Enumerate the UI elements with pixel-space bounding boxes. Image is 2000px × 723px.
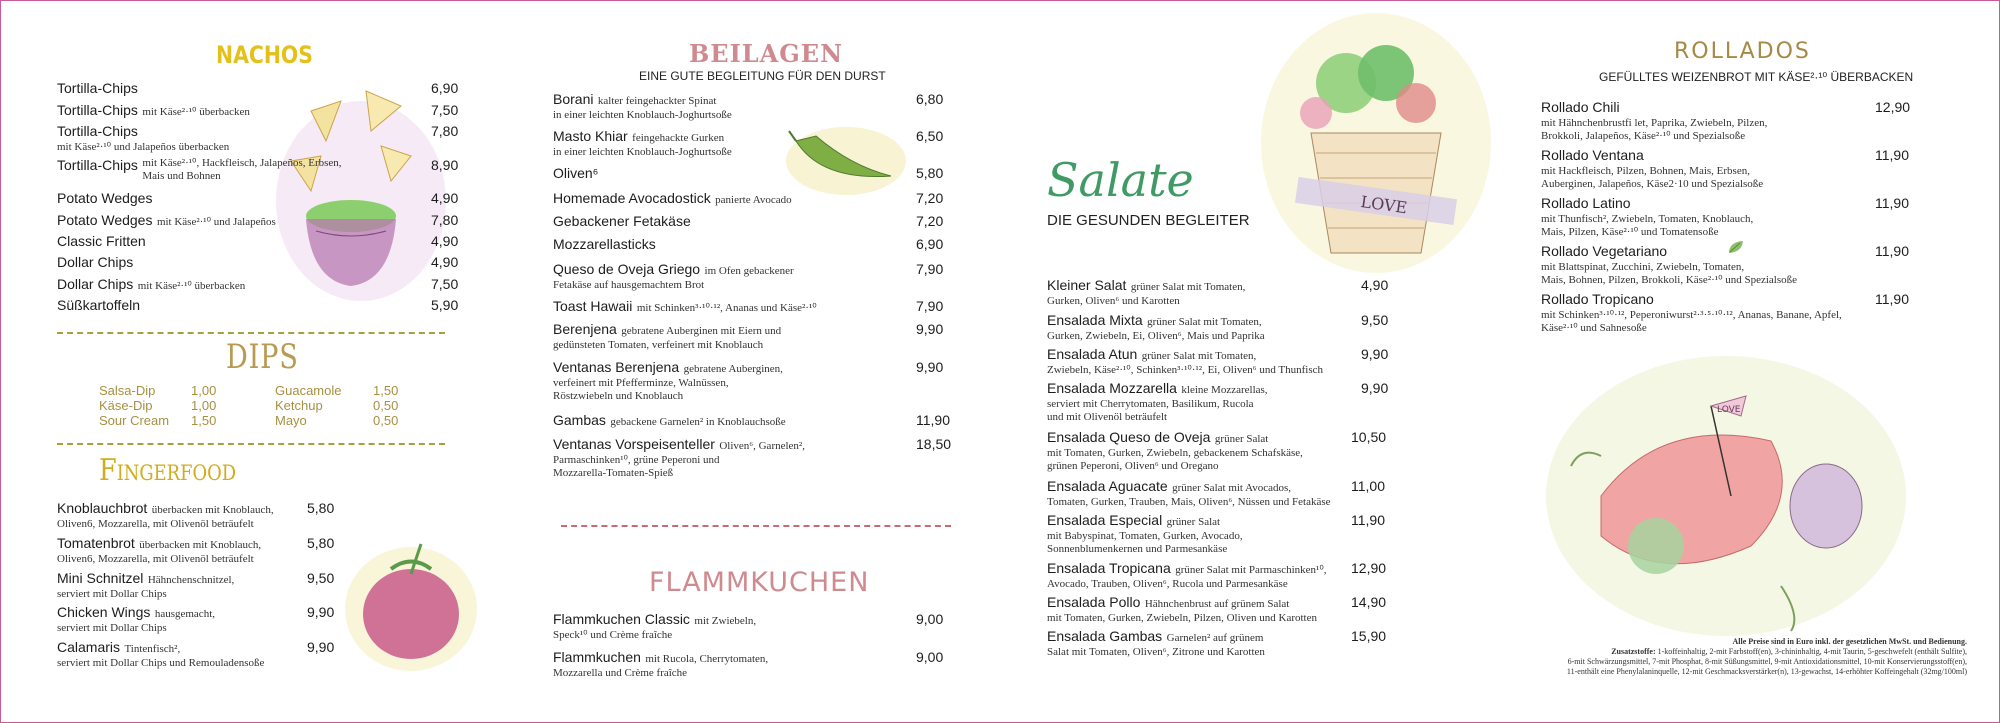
item-desc: gebackene Garnelen² in Knoblauchsoße: [610, 416, 786, 428]
menu-item: [57, 157, 459, 183]
footnote-additives-2: 6-mit Schwärzungsmittel, 7-mit Phosphat, 8-mit Süßungsmittel, 9-mit Antioxidationsmittel, 10-mit Konservierungsstoff(en),: [1567, 657, 1967, 666]
menu-item: [57, 570, 337, 601]
section-divider: [561, 525, 951, 527]
item-desc2: Mozzarella und Crème fraîche: [553, 667, 688, 679]
menu-item: [1047, 277, 1387, 308]
menu-item: [553, 611, 953, 642]
dip-name: Guacamole: [275, 383, 342, 398]
menu-item: [1047, 429, 1387, 473]
item-name: Chicken Wings: [57, 604, 151, 620]
menu-item: [57, 500, 337, 531]
item-desc3: Sonnenblumenkernen und Parmesankäse: [1047, 543, 1228, 555]
item-price: 5,80: [916, 165, 944, 181]
item-price: 7,50: [431, 276, 459, 292]
item-desc: mit Käse²·¹⁰ überbacken: [142, 106, 250, 118]
item-price: 11,90: [1875, 291, 1909, 307]
rollados-title: ROLLADOS: [1674, 39, 1811, 64]
item-name: Masto Khiar: [553, 128, 628, 144]
menu-item: [57, 535, 337, 566]
item-desc: überbacken mit Knoblauch,: [151, 504, 274, 516]
menu-item: [553, 649, 953, 680]
menu-item: [57, 297, 459, 315]
section-divider: [57, 332, 445, 334]
item-desc2: in einer leichten Knoblauch-Joghurtsoße: [553, 146, 732, 158]
menu-item: [1047, 478, 1387, 509]
dip-name: Käse-Dip: [99, 398, 153, 413]
item-name: Tortilla-Chips: [57, 80, 138, 96]
item-desc2: Zwiebeln, Käse²·¹⁰, Schinken³·¹⁰·¹², Ei, Oliven⁶ und Thunfisch: [1047, 364, 1324, 376]
item-name: Rollado Vegetariano: [1541, 243, 1668, 259]
item-name: Rollado Tropicano: [1541, 291, 1654, 307]
menu-item: [57, 604, 337, 635]
menu-item: [57, 233, 459, 251]
footnote: [1507, 637, 1967, 677]
item-price: 7,50: [431, 102, 459, 118]
menu-item: [1541, 99, 1921, 143]
item-price: 7,80: [431, 212, 459, 228]
item-desc: hausgemacht,: [154, 608, 216, 620]
item-name: Mozzarellasticks: [553, 236, 656, 252]
item-desc2: Oliven6, Mozzarella, mit Olivenöl beträufelt: [57, 518, 254, 530]
item-desc: grüner Salat mit Tomaten,: [1147, 316, 1262, 328]
item-price: 9,90: [1361, 346, 1389, 362]
item-price: 4,90: [431, 190, 459, 206]
item-desc: mit Zwiebeln,: [694, 615, 757, 627]
item-name: Ensalada Especial: [1047, 512, 1163, 528]
item-price: 12,90: [1875, 99, 1911, 115]
salate-subtitle: DIE GESUNDEN BEGLEITER: [1047, 212, 1250, 229]
item-desc: mit Thunfisch², Zwiebeln, Tomaten, Knoblauch,: [1541, 213, 1754, 225]
item-desc2: Gurken, Zwiebeln, Ei, Oliven⁶, Mais und Paprika: [1047, 330, 1265, 342]
item-name: Homemade Avocadostick: [553, 190, 711, 206]
menu-item: [1047, 380, 1387, 424]
item-name: Oliven⁶: [553, 165, 599, 181]
menu-item: [57, 80, 459, 98]
menu-item: [553, 165, 953, 183]
item-price: 6,50: [916, 128, 944, 144]
item-price: 11,00: [1351, 478, 1385, 494]
item-desc: überbacken mit Knoblauch,: [139, 539, 262, 551]
item-desc3: grünen Peperoni, Oliven⁶ und Oregano: [1047, 460, 1219, 472]
item-name: Rollado Chili: [1541, 99, 1620, 115]
panel-beilagen-flammkuchen: [491, 1, 1001, 722]
item-desc2: serviert mit Dollar Chips: [57, 622, 167, 634]
item-desc: kleine Mozzarellas,: [1181, 384, 1268, 396]
item-name: Süßkartoffeln: [57, 297, 141, 313]
footnote-additives: [1507, 647, 1967, 657]
item-desc3: Röstzwiebeln und Knoblauch: [553, 390, 684, 402]
item-desc2: Auberginen, Jalapeños, Käse2·10 und Spezialsoße: [1541, 178, 1764, 190]
item-desc: mit Blattspinat, Zucchini, Zwiebeln, Tomaten,: [1541, 261, 1745, 273]
item-price: 4,90: [431, 233, 459, 249]
menu-item: [57, 190, 459, 208]
item-desc: mit Hähnchenbrustfi let, Paprika, Zwiebeln, Pilzen,: [1541, 117, 1768, 129]
menu-item: [57, 276, 459, 294]
item-desc2: Speck¹⁰ und Crème fraîche: [553, 629, 673, 641]
menu-item: [57, 123, 459, 154]
item-price: 4,90: [1361, 277, 1389, 293]
menu-item: [553, 190, 953, 208]
item-price: 7,80: [431, 123, 459, 139]
item-name: Ensalada Mozzarella: [1047, 380, 1177, 396]
fingerfood-title: Fingerfood: [99, 453, 237, 488]
item-desc: Garnelen² auf grünem: [1166, 632, 1264, 644]
item-name: Berenjena: [553, 321, 617, 337]
item-desc2: Oliven6, Mozzarella, mit Olivenöl beträufelt: [57, 553, 254, 565]
item-name: Ensalada Tropicana: [1047, 560, 1171, 576]
item-desc2: Brokkoli, Jalapeños, Käse²·¹⁰ und Spezialsoße: [1541, 130, 1746, 142]
item-desc3: und mit Olivenöl beträufelt: [1047, 411, 1168, 423]
menu-item: [57, 102, 459, 120]
item-desc: feingehackte Gurken: [632, 132, 725, 144]
item-desc2: Käse²·¹⁰ und Sahnesoße: [1541, 322, 1647, 334]
dip-price: 0,50: [373, 413, 399, 428]
item-price: 9,00: [916, 611, 944, 627]
item-desc: mit Schinken³·¹⁰·¹², Peperoniwurst²·³·⁵·¹⁰·¹², Ananas, Banane, Apfel,: [1541, 309, 1842, 321]
item-name: Flammkuchen: [553, 649, 641, 665]
item-desc: kalter feingehackter Spinat: [597, 95, 717, 107]
item-price: 12,90: [1351, 560, 1387, 576]
dip-price: 0,50: [373, 398, 399, 413]
item-price: 11,90: [1351, 512, 1385, 528]
item-price: 9,90: [307, 604, 335, 620]
menu-item: [57, 639, 337, 670]
rollados-subtitle: GEFÜLLTES WEIZENBROT MIT KÄSE²·¹⁰ ÜBERBACKEN: [1599, 70, 1914, 84]
flammkuchen-title: FLAMMKUCHEN: [649, 567, 870, 598]
item-name: Calamaris: [57, 639, 121, 655]
dip-price: 1,50: [373, 383, 399, 398]
menu-item: [553, 436, 953, 480]
item-name: Ensalada Gambas: [1047, 628, 1163, 644]
item-desc2: Tomaten, Gurken, Trauben, Mais, Oliven⁶, Nüssen und Fetakäse: [1047, 496, 1331, 508]
item-name: Potato Wedges: [57, 212, 153, 228]
item-price: 4,90: [431, 254, 459, 270]
item-desc2: serviert mit Cherrytomaten, Basilikum, Rucola: [1047, 398, 1254, 410]
item-price: 14,90: [1351, 594, 1387, 610]
item-price: 6,90: [431, 80, 459, 96]
item-price: 6,90: [916, 236, 944, 252]
menu-item: [1047, 512, 1387, 556]
menu-item: [1047, 594, 1387, 625]
item-price: 9,50: [307, 570, 335, 586]
item-desc: im Ofen gebackener: [704, 265, 794, 277]
item-name: Toast Hawaii: [553, 298, 633, 314]
item-desc2: Parmaschinken¹⁰, grüne Peperoni und: [553, 454, 720, 466]
menu-item: [553, 412, 953, 430]
beilagen-subtitle: EINE GUTE BEGLEITUNG FÜR DEN DURST: [639, 69, 886, 83]
item-desc2: Salat mit Tomaten, Oliven⁶, Zitrone und Karotten: [1047, 646, 1265, 658]
menu-item: [553, 236, 953, 254]
item-desc: gebratene Auberginen,: [683, 363, 783, 375]
item-name: Tortilla-Chips: [57, 102, 138, 118]
section-divider: [57, 443, 445, 445]
item-price: 11,90: [1875, 147, 1909, 163]
item-desc: mit Hackfleisch, Pilzen, Bohnen, Mais, Erbsen,: [1541, 165, 1750, 177]
menu-item: [1047, 346, 1387, 377]
item-desc2: gedünsteten Tomaten, verfeinert mit Knoblauch: [553, 339, 764, 351]
item-name: Classic Fritten: [57, 233, 146, 249]
footnote-additives-label: Zusatzstoffe:: [1611, 647, 1656, 656]
item-desc: grüner Salat: [1214, 433, 1269, 445]
item-desc: mit Käse²·¹⁰ und Jalapeños: [156, 216, 276, 228]
item-name: Kleiner Salat: [1047, 277, 1127, 293]
item-name: Gebackener Fetakäse: [553, 213, 691, 229]
item-price: 5,80: [307, 535, 335, 551]
menu-item: [1541, 243, 1921, 287]
item-price: 11,90: [1875, 243, 1909, 259]
item-desc3: Mozzarella-Tomaten-Spieß: [553, 467, 674, 479]
item-desc2: Mais, Pilzen, Käse²·¹⁰ und Tomatensoße: [1541, 226, 1719, 238]
dip-price: 1,00: [191, 398, 217, 413]
item-desc: grüner Salat mit Tomaten,: [1141, 350, 1257, 362]
item-desc: mit Schinken³·¹⁰·¹², Ananas und Käse²·¹⁰: [636, 302, 817, 314]
item-desc: Hähnchenbrust auf grünem Salat: [1144, 598, 1290, 610]
item-name: Knoblauchbrot: [57, 500, 148, 516]
salad-bowl-illustration: [1256, 3, 1496, 283]
salate-title: Salate: [1047, 153, 1194, 207]
item-price: 5,90: [431, 297, 459, 313]
item-desc: mit Käse²·¹⁰ überbacken: [137, 280, 246, 292]
item-price: 9,50: [1361, 312, 1389, 328]
dip-price: 1,50: [191, 413, 217, 428]
menu-item: [553, 359, 953, 403]
item-price: 9,90: [916, 321, 944, 337]
menu-item: [1047, 628, 1387, 659]
item-name: Ensalada Queso de Oveja: [1047, 429, 1211, 445]
item-desc2: mit Tomaten, Gurken, Zwiebeln, gebackenem Schafskäse,: [1047, 447, 1303, 459]
item-desc: mit Rucola, Cherrytomaten,: [645, 653, 769, 665]
item-desc: Hähnchenschnitzel,: [147, 574, 235, 586]
dip-name: Salsa-Dip: [99, 383, 156, 398]
item-price: 6,80: [916, 91, 944, 107]
item-price: 10,50: [1351, 429, 1387, 445]
item-name: Borani: [553, 91, 594, 107]
item-price: 9,90: [1361, 380, 1389, 396]
love-flag: LOVE: [1717, 405, 1741, 415]
item-desc2: mit Tomaten, Gurken, Zwiebeln, Pilzen, Oliven und Karotten: [1047, 612, 1317, 624]
item-name: Tortilla-Chips: [57, 157, 138, 173]
item-desc: Oliven⁶, Garnelen²,: [719, 440, 805, 452]
nachos-title: NACHOS: [216, 41, 313, 69]
item-desc2: mit Babyspinat, Tomaten, Gurken, Avocado,: [1047, 530, 1243, 542]
item-name: Tortilla-Chips: [57, 123, 138, 139]
item-price: 18,50: [916, 436, 952, 452]
item-desc: grüner Salat: [1166, 516, 1221, 528]
item-price: 11,90: [916, 412, 950, 428]
item-price: 9,90: [307, 639, 335, 655]
item-price: 8,90: [431, 157, 459, 173]
menu-item: [553, 91, 953, 122]
item-price: 7,20: [916, 190, 944, 206]
item-name: Gambas: [553, 412, 606, 428]
item-desc: gebratene Auberginen mit Eiern und: [621, 325, 782, 337]
item-name: Queso de Oveja Griego: [553, 261, 701, 277]
item-desc2: serviert mit Dollar Chips: [57, 588, 167, 600]
item-desc: Tintenfisch²,: [124, 643, 181, 655]
item-name: Mini Schnitzel: [57, 570, 144, 586]
dip-price: 1,00: [191, 383, 217, 398]
nachos-illustration: [271, 61, 451, 311]
rollado-illustration: [1541, 346, 1911, 636]
item-price: 5,80: [307, 500, 335, 516]
item-name: Tomatenbrot: [57, 535, 135, 551]
item-desc2: verfeinert mit Pfefferminze, Walnüssen,: [553, 377, 729, 389]
item-price: 7,90: [916, 298, 944, 314]
item-desc2: serviert mit Dollar Chips und Remouladensoße: [57, 657, 265, 669]
item-desc: grüner Salat mit Avocados,: [1172, 482, 1292, 494]
item-desc2: Mais, Bohnen, Pilzen, Brokkoli, Käse²·¹⁰ und Spezialsoße: [1541, 274, 1798, 286]
dips-title: DIPS: [226, 337, 299, 377]
panel-salate: [1001, 1, 1501, 722]
panel-nachos-dips-fingerfood: [1, 1, 491, 722]
item-price: 15,90: [1351, 628, 1387, 644]
menu-item: [1541, 147, 1921, 191]
item-name: Rollado Ventana: [1541, 147, 1644, 163]
item-price: 11,90: [1875, 195, 1909, 211]
item-name: Ensalada Pollo: [1047, 594, 1141, 610]
menu-item: [553, 128, 953, 159]
menu-item: [553, 298, 953, 316]
item-price: 9,00: [916, 649, 944, 665]
item-price: 7,90: [916, 261, 944, 277]
menu-item: [553, 261, 953, 292]
item-price: 7,20: [916, 213, 944, 229]
dip-name: Ketchup: [275, 398, 323, 413]
vegan-leaf-icon: [1727, 239, 1745, 255]
menu-item: [1047, 312, 1387, 343]
dip-name: Sour Cream: [99, 413, 170, 428]
footnote-additives-1: 1-koffeinhaltig, 2-mit Farbstoff(en), 3-chininhaltig, 4-mit Taurin, 5-geschwefelt (enthält Sulfite),: [1657, 647, 1967, 656]
item-desc2: Fetakäse auf hausgemachtem Brot: [553, 279, 705, 291]
beilagen-title: BEILAGEN: [689, 39, 844, 68]
item-name: Dollar Chips: [57, 254, 134, 270]
item-name: Ensalada Aguacate: [1047, 478, 1168, 494]
item-name: Ventanas Vorspeisenteller: [553, 436, 715, 452]
panel-rollados: [1501, 1, 1999, 722]
love-badge: LOVE: [1359, 191, 1409, 218]
item-name: Ensalada Mixta: [1047, 312, 1143, 328]
item-name: Dollar Chips: [57, 276, 134, 292]
menu-item: [553, 213, 953, 231]
item-desc: mit Käse²·¹⁰ und Jalapeños überbacken: [57, 141, 230, 153]
item-desc: mit Käse²·¹⁰, Hackfleisch, Jalapeños, Erbsen, Mais und Bohnen: [142, 157, 342, 182]
item-desc2: in einer leichten Knoblauch-Joghurtsoße: [553, 109, 732, 121]
item-desc2: Gurken, Oliven⁶ und Karotten: [1047, 295, 1180, 307]
item-name: Rollado Latino: [1541, 195, 1631, 211]
item-price: 9,90: [916, 359, 944, 375]
item-desc: panierte Avocado: [715, 194, 792, 206]
item-name: Ensalada Atun: [1047, 346, 1138, 362]
menu-item: [1047, 560, 1387, 591]
item-name: Ventanas Berenjena: [553, 359, 680, 375]
menu-item: [57, 254, 459, 272]
footnote-additives-3: 11-enthält eine Phenylalaninquelle, 12-mit Geschmacksverstärker(n), 13-gewachst, 14-erhöhter Koffeingehalt (32mg/100ml): [1566, 667, 1967, 676]
item-desc2: Avocado, Trauben, Oliven⁶, Rucola und Parmesankäse: [1047, 578, 1288, 590]
menu-item: [1541, 195, 1921, 239]
item-name: Flammkuchen Classic: [553, 611, 690, 627]
menu-item: [553, 321, 953, 352]
item-desc: grüner Salat mit Parmaschinken¹⁰,: [1175, 564, 1327, 576]
tomato-illustration: [341, 529, 481, 679]
footnote-prices: Alle Preise sind in Euro inkl. der gesetzlichen MwSt. und Bedienung.: [1732, 637, 1967, 646]
menu-item: [1541, 291, 1921, 335]
menu-item: [57, 212, 459, 230]
dip-name: Mayo: [275, 413, 307, 428]
item-desc: grüner Salat mit Tomaten,: [1130, 281, 1246, 293]
item-name: Potato Wedges: [57, 190, 153, 206]
